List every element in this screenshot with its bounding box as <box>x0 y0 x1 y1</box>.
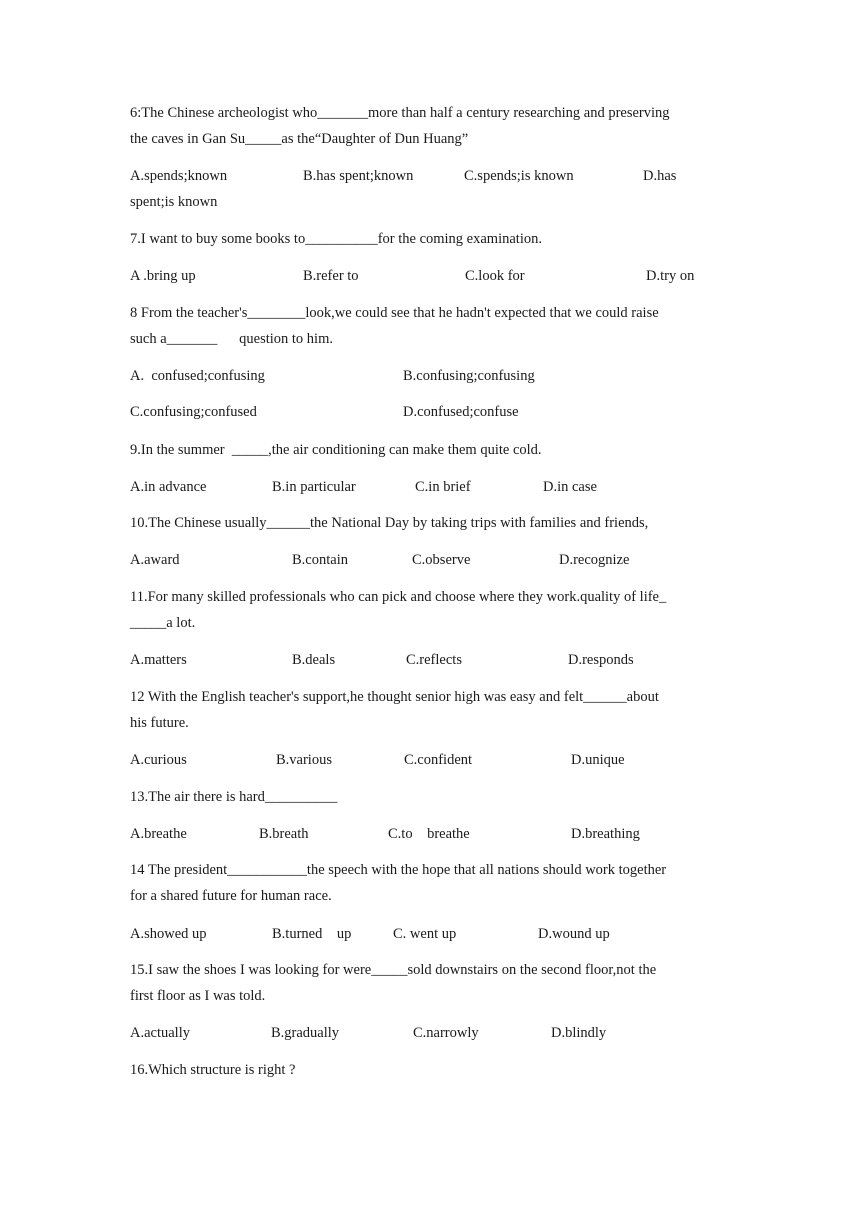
question-11-text-line-1: 11.For many skilled professionals who can pick and choose where they work.quality of life_ <box>130 589 667 605</box>
question-8-option-d: D.confused;confuse <box>403 404 519 420</box>
question-13-text: 13.The air there is hard__________ <box>130 789 338 805</box>
question-14-text-line-2: for a shared future for human race. <box>130 888 332 904</box>
question-14-text-line-1: 14 The president___________the speech with the hope that all nations should work together <box>130 862 667 878</box>
question-12-option-d: D.unique <box>571 752 625 768</box>
question-10-option-a: A.award <box>130 552 180 568</box>
question-8-text-line-2: such a_______ question to him. <box>130 331 333 347</box>
question-9-text: 9.In the summer _____,the air conditioning can make them quite cold. <box>130 442 542 458</box>
question-12-option-b: B.various <box>276 752 332 768</box>
question-8-option-a: A. confused;confusing <box>130 368 265 384</box>
question-7-option-a: A .bring up <box>130 268 196 284</box>
question-13-option-a: A.breathe <box>130 826 187 842</box>
question-11-option-b: B.deals <box>292 652 336 668</box>
question-16-text: 16.Which structure is right ? <box>130 1062 296 1078</box>
question-15-option-a: A.actually <box>130 1025 190 1041</box>
question-12-text-line-1: 12 With the English teacher's support,he thought senior high was easy and felt______about <box>130 689 659 705</box>
question-9-option-a: A.in advance <box>130 479 207 495</box>
question-6-option-d-continued: spent;is known <box>130 194 218 210</box>
question-13-option-b: B.breath <box>259 826 309 842</box>
question-6-option-c: C.spends;is known <box>464 168 574 184</box>
question-6-text-line-1: 6:The Chinese archeologist who_______more than half a century researching and preserving <box>130 105 670 121</box>
question-6-text-line-2: the caves in Gan Su_____as the“Daughter of Dun Huang” <box>130 131 469 147</box>
question-13-option-d: D.breathing <box>571 826 640 842</box>
question-8-option-c: C.confusing;confused <box>130 404 257 420</box>
question-14-option-c: C. went up <box>393 926 457 942</box>
question-9-option-d: D.in case <box>543 479 597 495</box>
question-15-option-b: B.gradually <box>271 1025 340 1041</box>
question-14-option-b: B.turned up <box>272 926 352 942</box>
question-13-option-c: C.to breathe <box>388 826 470 842</box>
question-7-option-b: B.refer to <box>303 268 359 284</box>
question-14-option-d: D.wound up <box>538 926 610 942</box>
question-15-option-d: D.blindly <box>551 1025 607 1041</box>
question-10-option-b: B.contain <box>292 552 348 568</box>
question-10-option-d: D.recognize <box>559 552 630 568</box>
question-7-option-d: D.try on <box>646 268 695 284</box>
question-6-option-b: B.has spent;known <box>303 168 414 184</box>
question-11-option-c: C.reflects <box>406 652 462 668</box>
question-6-option-d: D.has <box>643 168 677 184</box>
question-6-option-a: A.spends;known <box>130 168 228 184</box>
question-7-text: 7.I want to buy some books to__________for the coming examination. <box>130 231 542 247</box>
question-7-option-c: C.look for <box>465 268 525 284</box>
question-15-text-line-2: first floor as I was told. <box>130 988 266 1004</box>
question-11-text-line-2: _____a lot. <box>130 615 196 631</box>
question-9-option-b: B.in particular <box>272 479 356 495</box>
question-10-text: 10.The Chinese usually______the National Day by taking trips with families and friends, <box>130 515 649 531</box>
question-8-text-line-1: 8 From the teacher's________look,we could see that he hadn't expected that we could raise <box>130 305 659 321</box>
question-15-text-line-1: 15.I saw the shoes I was looking for were_____sold downstairs on the second floor,not the <box>130 962 657 978</box>
question-12-option-c: C.confident <box>404 752 473 768</box>
question-10-option-c: C.observe <box>412 552 471 568</box>
question-12-text-line-2: his future. <box>130 715 189 731</box>
question-8-option-b: B.confusing;confusing <box>403 368 535 384</box>
question-9-option-c: C.in brief <box>415 479 471 495</box>
question-12-option-a: A.curious <box>130 752 187 768</box>
question-15-option-c: C.narrowly <box>413 1025 479 1041</box>
question-14-option-a: A.showed up <box>130 926 207 942</box>
question-11-option-a: A.matters <box>130 652 187 668</box>
question-11-option-d: D.responds <box>568 652 634 668</box>
